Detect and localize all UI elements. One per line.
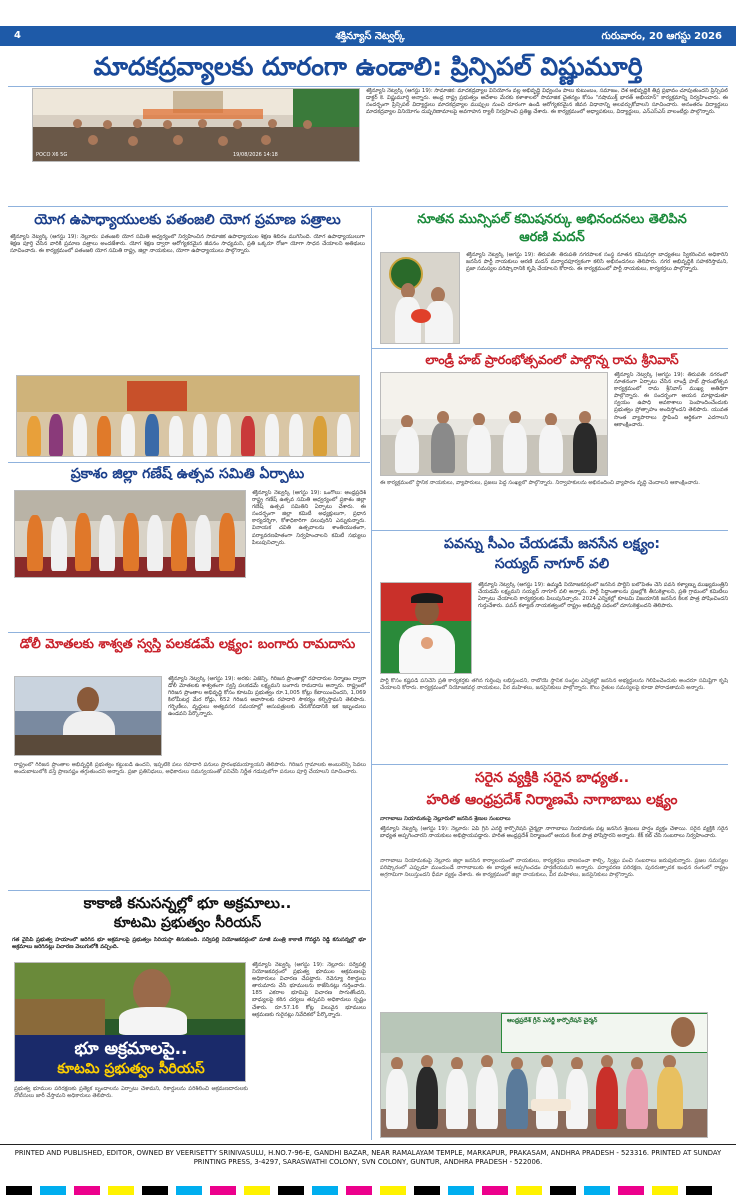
ganesh-photo xyxy=(14,490,246,578)
graphic-line1: భూ అక్రమాలపై.. xyxy=(74,1039,188,1059)
nagababu-headline2: హరిత ఆంధ్రప్రదేశ్ నిర్మాణమే నాగాబాబు లక్ష్యం xyxy=(426,792,678,808)
kakani-deck: గత వైసీపీ ప్రభుత్వ హయాంలో జరిగిన భూ అక్రమాలపై ప్రభుత్వం సీరియస్గా తీసుకుంది. సర్వేపల్లి నియోజకవర్గంలో మాజీ మంత్రి కాకాణి గోవర్ధన్ రెడ్డి కనుసన్నల్లో భూ అక్రమాలు జరిగినట్లు విచారణ వెలుగులోకి వచ్చింది. xyxy=(12,937,366,951)
laundry-photo xyxy=(380,372,608,476)
registration-marks xyxy=(0,1182,736,1200)
pawan-body-cont: పార్టీ కోసం కష్టపడి పనిచేసే ప్రతి కార్యకర్తకు తగిన గుర్తింపు లభిస్తుందని, రాబోయే స్థానిక సంస్థల ఎన్నికల్లో జనసేన అభ్యర్థులను గెలిపించేందుకు అందరూ సమిష్టిగా కృషి చేయాలని కోరారు. కార్యక్రమంలో నియోజకవర్గ నాయకులు, వీర మహిళలు, జనసైనికులు పాల్గొన్నారు. కౌలు రైతుల సమస్యలపై కూడా పోరాడతామని అన్నారు. xyxy=(380,678,728,692)
dolly-body: శక్తిన్యూస్ నెట్వర్క్ (ఆగస్టు 19): అరకు: ఏజెన్సీ, గిరిజన ప్రాంతాల్లో రహదారుల నిర్మాణం ద్వారా డోలీ మోతలకు శాశ్వతంగా స్వస్తి పలకడమే లక్ష్యమని బంగారు రామదాసు అన్నారు. రాష్ట్రంలో గిరిజన ప్రాంతాల అభివృద్ధి కోసం కూటమి ప్రభుత్వం రూ.1,005 కోట్లు కేటాయించిందని, 1,069 కిలోమీటర్ల మేర రోడ్లు, 652 గిరిజన ఆవాసాలకు రహదారి సౌకర్యం కల్పిస్తామని తెలిపారు. గర్భిణీలు, వృద్ధులు అత్యవసర సమయాల్లో ఆసుపత్రులకు చేరుకోవడానికి ఇక ఇబ్బందులు ఉండవని పేర్కొన్నారు. xyxy=(168,676,366,718)
top-bar xyxy=(0,26,736,46)
laundry-body: శక్తిన్యూస్ నెట్వర్క్ (ఆగస్టు 19): తిరుపతి: నగరంలో నూతనంగా ఏర్పాటు చేసిన లాండ్రీ హబ్ ప్రారంభోత్సవ కార్యక్రమంలో రామ శ్రీనివాస్ ముఖ్య అతిథిగా పాల్గొన్నారు. ఈ సందర్భంగా ఆయన మాట్లాడుతూ స్వయం ఉపాధి అవకాశాలు పెంపొందించేందుకు ప్రభుత్వం ప్రోత్సాహం అందిస్తోందని తెలిపారు. యువత సొంత వ్యాపారాలు స్థాపించి ఆర్థికంగా ఎదగాలని ఆకాంక్షించారు. xyxy=(614,372,728,428)
kakani-body-cont: ప్రభుత్వ భూముల పరిరక్షణకు ప్రత్యేక బృందాలను ఏర్పాటు చేశామని, రికార్డులను పరిశీలించి ఆక్రమణదారులకు నోటీసులు జారీ చేస్తామని అధికారులు తెలిపారు. xyxy=(14,1086,248,1100)
lead-photo xyxy=(32,88,360,162)
pawan-headline2: సయ్యద్ నాగూర్ వలి xyxy=(494,556,610,572)
dolly-headline-text: డోలీ మోతలకు శాశ్వత స్వస్తి పలకడమే లక్ష్యం: బంగారు రామదాసు xyxy=(19,637,356,652)
laundry-body-cont: ఈ కార్యక్రమంలో స్థానిక నాయకులు, వ్యాపారులు, ప్రజలు పెద్ద సంఖ్యలో పాల్గొన్నారు. నిర్వాహకులను అభినందించి వ్యాపారం వృద్ధి చెందాలని ఆకాంక్షించారు. xyxy=(380,480,700,486)
photo-stamp-left: POCO X6 5G xyxy=(36,152,68,158)
yoga-body: శక్తిన్యూస్ నెట్వర్క్ (ఆగస్టు 19): నెల్లూరు: పతంజలి యోగ సమితి ఆధ్వర్యంలో నిర్వహించిన సామాజిక ఉపాధ్యాయుల శిక్షణ శిబిరం ముగిసింది. యోగ ఉపాధ్యాయులుగా శిక్షణ పూర్తి చేసిన వారికి ప్రమాణ పత్రాలు అందజేశారు. యోగ శిక్షణ ద్వారా ఆరోగ్యకరమైన జీవనం సాధ్యమని, ప్రతి ఒక్కరూ రోజూ యోగా సాధన చేయాలని అతిథులు సూచించారు. ఈ కార్యక్రమంలో పతంజలి యోగ సమితి రాష్ట్ర, జిల్లా నాయకులు, యోగా ఉపాధ్యాయులు పాల్గొన్నారు. xyxy=(10,234,365,255)
masthead: శక్తిన్యూస్ నెట్వర్క్ xyxy=(335,31,405,42)
dolly-headline xyxy=(10,636,365,653)
pawan-photo xyxy=(380,582,472,674)
ganesh-body: శక్తిన్యూస్ నెట్వర్క్ (ఆగస్టు 19): ఒంగోలు: ఆంధ్రప్రదేశ్ రాష్ట్ర గణేష్ ఉత్సవ సమితి ఆధ్వర్యంలో ప్రకాశం జిల్లా గణేష్ ఉత్సవ సమితిని ఏర్పాటు చేశారు. ఈ సందర్భంగా జిల్లా కమిటీ అధ్యక్షులుగా, ప్రధాన కార్యదర్శిగా, కోశాధికారిగా పలువురిని ఎన్నుకున్నారు. వినాయక చవితి ఉత్సవాలను శాంతియుతంగా, పర్యావరణహితంగా నిర్వహించాలని కమిటీ సభ్యులు పిలుపునిచ్చారు. xyxy=(252,490,366,546)
pawan-headline: పవన్ను సీఎం చేయడమే జనసేన లక్ష్యం: xyxy=(444,536,660,552)
issue-date: గురువారం, 20 ఆగస్టు 2026 xyxy=(601,31,722,42)
kakani-body: శక్తిన్యూస్ నెట్వర్క్ (ఆగస్టు 19): నెల్లూరు: సర్వేపల్లి నియోజకవర్గంలో ప్రభుత్వ భూముల ఆక్రమణలపై అధికారులు విచారణ చేపట్టారు. రెవెన్యూ రికార్డులు తారుమారు చేసి భూములను కాజేసినట్లు గుర్తించారు. 185 ఎకరాల భూమిపై విచారణ సాగుతోందని, బాధ్యులపై కఠిన చర్యలు తప్పవని అధికారులు స్పష్టం చేశారు. రూ.57.16 కోట్ల విలువైన భూములు ఆక్రమణకు గురైనట్లు నివేదికలో పేర్కొన్నారు. xyxy=(252,962,366,1018)
nagababu-intro: నాగాబాబు నియామకంపై నెల్లూరులో జనసేన శ్రేణుల సంబరాలు xyxy=(380,816,511,822)
pawan-body: శక్తిన్యూస్ నెట్వర్క్ (ఆగస్టు 19): ఉమ్మడి నియోజకవర్గంలో జనసేన పార్టీని బలోపేతం చేసి పవన్ కళ్యాణ్ను ముఖ్యమంత్రిని చేయడమే లక్ష్యమని సయ్యద్ నాగూర్ వలి అన్నారు. పార్టీ సిద్ధాంతాలను ప్రజల్లోకి తీసుకెళ్లాలని, ప్రతి గ్రామంలో కమిటీలు ఏర్పాటు చేయాలని కార్యకర్తలకు పిలుపునిచ్చారు. 2024 ఎన్నికల్లో కూటమి విజయానికి జనసేన కీలక పాత్ర పోషించిందని గుర్తుచేశారు. పవన్ కళ్యాణ్ నాయకత్వంలో రాష్ట్రం అభివృద్ధి పథంలో దూసుకెళ్తుందని తెలిపారు. xyxy=(478,582,728,610)
dolly-photo xyxy=(14,676,162,756)
nagababu-headline: సరైన వ్యక్తికి సరైన బాధ్యత.. xyxy=(474,770,630,786)
imprint-footer: PRINTED AND PUBLISHED, EDITOR, OWNED BY VEERISETTY SRINIVASULU, H.NO.7-96-E, GANDHI BAZAR, NEAR RAMALAYAM TEMPLE, MARKAPUR, PRAKASAM, ANDHRA PRADESH - 523316. PRINTED AT SUNDAY PRINTING PRESS, 3-4297, SARASWATHI COLONY, SVN COLONY, GUNTUR, ANDHRA PRADESH - 522006. xyxy=(0,1144,736,1182)
photo-stamp-right: 19/08/2026 14:18 xyxy=(233,152,278,158)
dolly-body-cont: రాష్ట్రంలో గిరిజన ప్రాంతాల అభివృద్ధికి ప్రభుత్వం కట్టుబడి ఉందని, ఇప్పటికే పలు రహదారి పనులు ప్రారంభమయ్యాయని తెలిపారు. గిరిజన గ్రామాలకు అంబులెన్స్ సేవలు అందుబాటులోకి వస్తే ప్రాణనష్టం తగ్గుతుందని అన్నారు. ప్రజా ప్రతినిధులు, అధికారులు సమన్వయంతో పనిచేసి నిర్ణీత గడువులోగా పనులు పూర్తి చేయాలని సూచించారు. xyxy=(14,762,366,776)
ganesh-headline: ప్రకాశం జిల్లా గణేష్ ఉత్సవ సమితి ఏర్పాటు xyxy=(70,466,305,482)
kakani-headline: కాకాణి కనుసన్నల్లో భూ అక్రమాలు.. xyxy=(83,894,292,912)
nagababu-body: శక్తిన్యూస్ నెట్వర్క్ (ఆగస్టు 19): నెల్లూరు: ఏపీ గ్రీన్ ఎనర్జీ కార్పొరేషన్ చైర్మన్గా నాగాబాబు నియామకం పట్ల జనసేన శ్రేణులు హర్షం వ్యక్తం చేశాయి. సరైన వ్యక్తికి సరైన బాధ్యత అప్పగించారని నాయకులు అభిప్రాయపడ్డారు. హరిత ఆంధ్రప్రదేశ్ నిర్మాణంలో ఆయన కీలక పాత్ర పోషిస్తారని అన్నారు. కేక్ కట్ చేసి సంబరాలు నిర్వహించారు. xyxy=(380,826,728,840)
yoga-photo xyxy=(16,375,360,457)
municipal-photo xyxy=(380,252,460,344)
kakani-graphic xyxy=(14,962,246,1082)
graphic-line2: కూటమి ప్రభుత్వం సీరియస్ xyxy=(57,1061,205,1077)
page-number: 4 xyxy=(14,30,21,41)
banner-text: ఆంధ్రప్రదేశ్ గ్రీన్ ఎనర్జీ కార్పొరేషన్ చైర్మన్ xyxy=(507,1017,598,1024)
kakani-subhead: కూటమి ప్రభుత్వం సీరియస్ xyxy=(113,915,262,931)
municipal-headline2: ఆరణి మదన్ xyxy=(519,230,585,245)
municipal-headline: నూతన మున్సిపల్ కమిషనర్కు అభినందనలు తెలిపిన xyxy=(417,212,687,227)
nagababu-body-cont: నాగాబాబు నియామకంపై నెల్లూరు జిల్లా జనసేన కార్యాలయంలో నాయకులు, కార్యకర్తలు బాణసంచా కాల్చి, స్వీట్లు పంచి సంబరాలు జరుపుకున్నారు. ప్రజల సమస్యల పరిష్కారంలో ఎప్పుడూ ముందుండే నాగాబాబుకు ఈ బాధ్యత అప్పగించడం హర్షణీయమని అన్నారు. పర్యావరణ పరిరక్షణ, పునరుత్పాదక ఇంధన రంగంలో రాష్ట్రం అగ్రగామిగా నిలుస్తుందని ధీమా వ్యక్తం చేశారు. ఈ కార్యక్రమంలో జిల్లా నాయకులు, వీర మహిళలు, జనసైనికులు పాల్గొన్నారు. xyxy=(380,858,728,879)
municipal-body: శక్తిన్యూస్ నెట్వర్క్ (ఆగస్టు 19): తిరుపతి: తిరుపతి నగరపాలక సంస్థ నూతన కమిషనర్గా బాధ్యతలు స్వీకరించిన అధికారిని జనసేన పార్టీ నాయకులు ఆరణి మదన్ మర్యాదపూర్వకంగా కలిసి అభినందనలు తెలిపారు. నగర అభివృద్ధికి సహకరిస్తామని, ప్రజా సమస్యల పరిష్కారానికి కృషి చేయాలని కోరారు. ఈ కార్యక్రమంలో పార్టీ నాయకులు, కార్యకర్తలు పాల్గొన్నారు. xyxy=(466,252,728,273)
nagababu-photo xyxy=(380,1012,708,1138)
yoga-headline: యోగ ఉపాధ్యాయులకు పతంజలి యోగ ప్రమాణ పత్రాలు xyxy=(34,212,341,228)
laundry-headline: లాండ్రీ హబ్ ప్రారంభోత్సవంలో పాల్గొన్న రామ శ్రీనివాస్ xyxy=(425,352,679,367)
lead-headline: మాదకద్రవ్యాలకు దూరంగా ఉండాలి: ప్రిన్సిపల్ విష్ణుమూర్తి xyxy=(93,52,643,81)
lead-body: శక్తిన్యూస్ నెట్వర్క్ (ఆగస్టు 19): సామాజిక: మాదకద్రవ్యాల వినియోగం వల్ల అభివృద్ధి విధ్వంసం పాలు కుటుంబం, సమాజం, దేశ అభివృద్ధికి తీవ్ర ప్రభావం చూపుతుందని ప్రిన్సిపల్ డాక్టర్ కె. విష్ణుమూర్తి అన్నారు. ఆంధ్ర రాష్ట్ర ప్రభుత్వం ఆదేశాల మేరకు కళాశాలలో సామాజిక చైతన్యం కోసం "నషాముక్త్ భారత్ అభియాన్" కార్యక్రమాన్ని నిర్వహించారు. ఈ సందర్భంగా ప్రిన్సిపల్ విద్యార్థులు మాదకద్రవ్యాల ముప్పుల నుంచి దూరంగా ఉండి ఆరోగ్యకరమైన జీవన విధానాన్ని అలవర్చుకోవాలని సూచించారు. అనంతరం విద్యార్థులు మాదకద్రవ్యాల వినియోగం దుష్పరిణామాలపై అవగాహన ర్యాలీ నిర్వహించి ప్రతిజ్ఞ చేశారు. ఈ కార్యక్రమంలో అధ్యాపకులు, విద్యార్థులు, ఎన్ఎస్ఎస్ వాలంటీర్లు పాల్గొన్నారు. xyxy=(366,88,728,116)
